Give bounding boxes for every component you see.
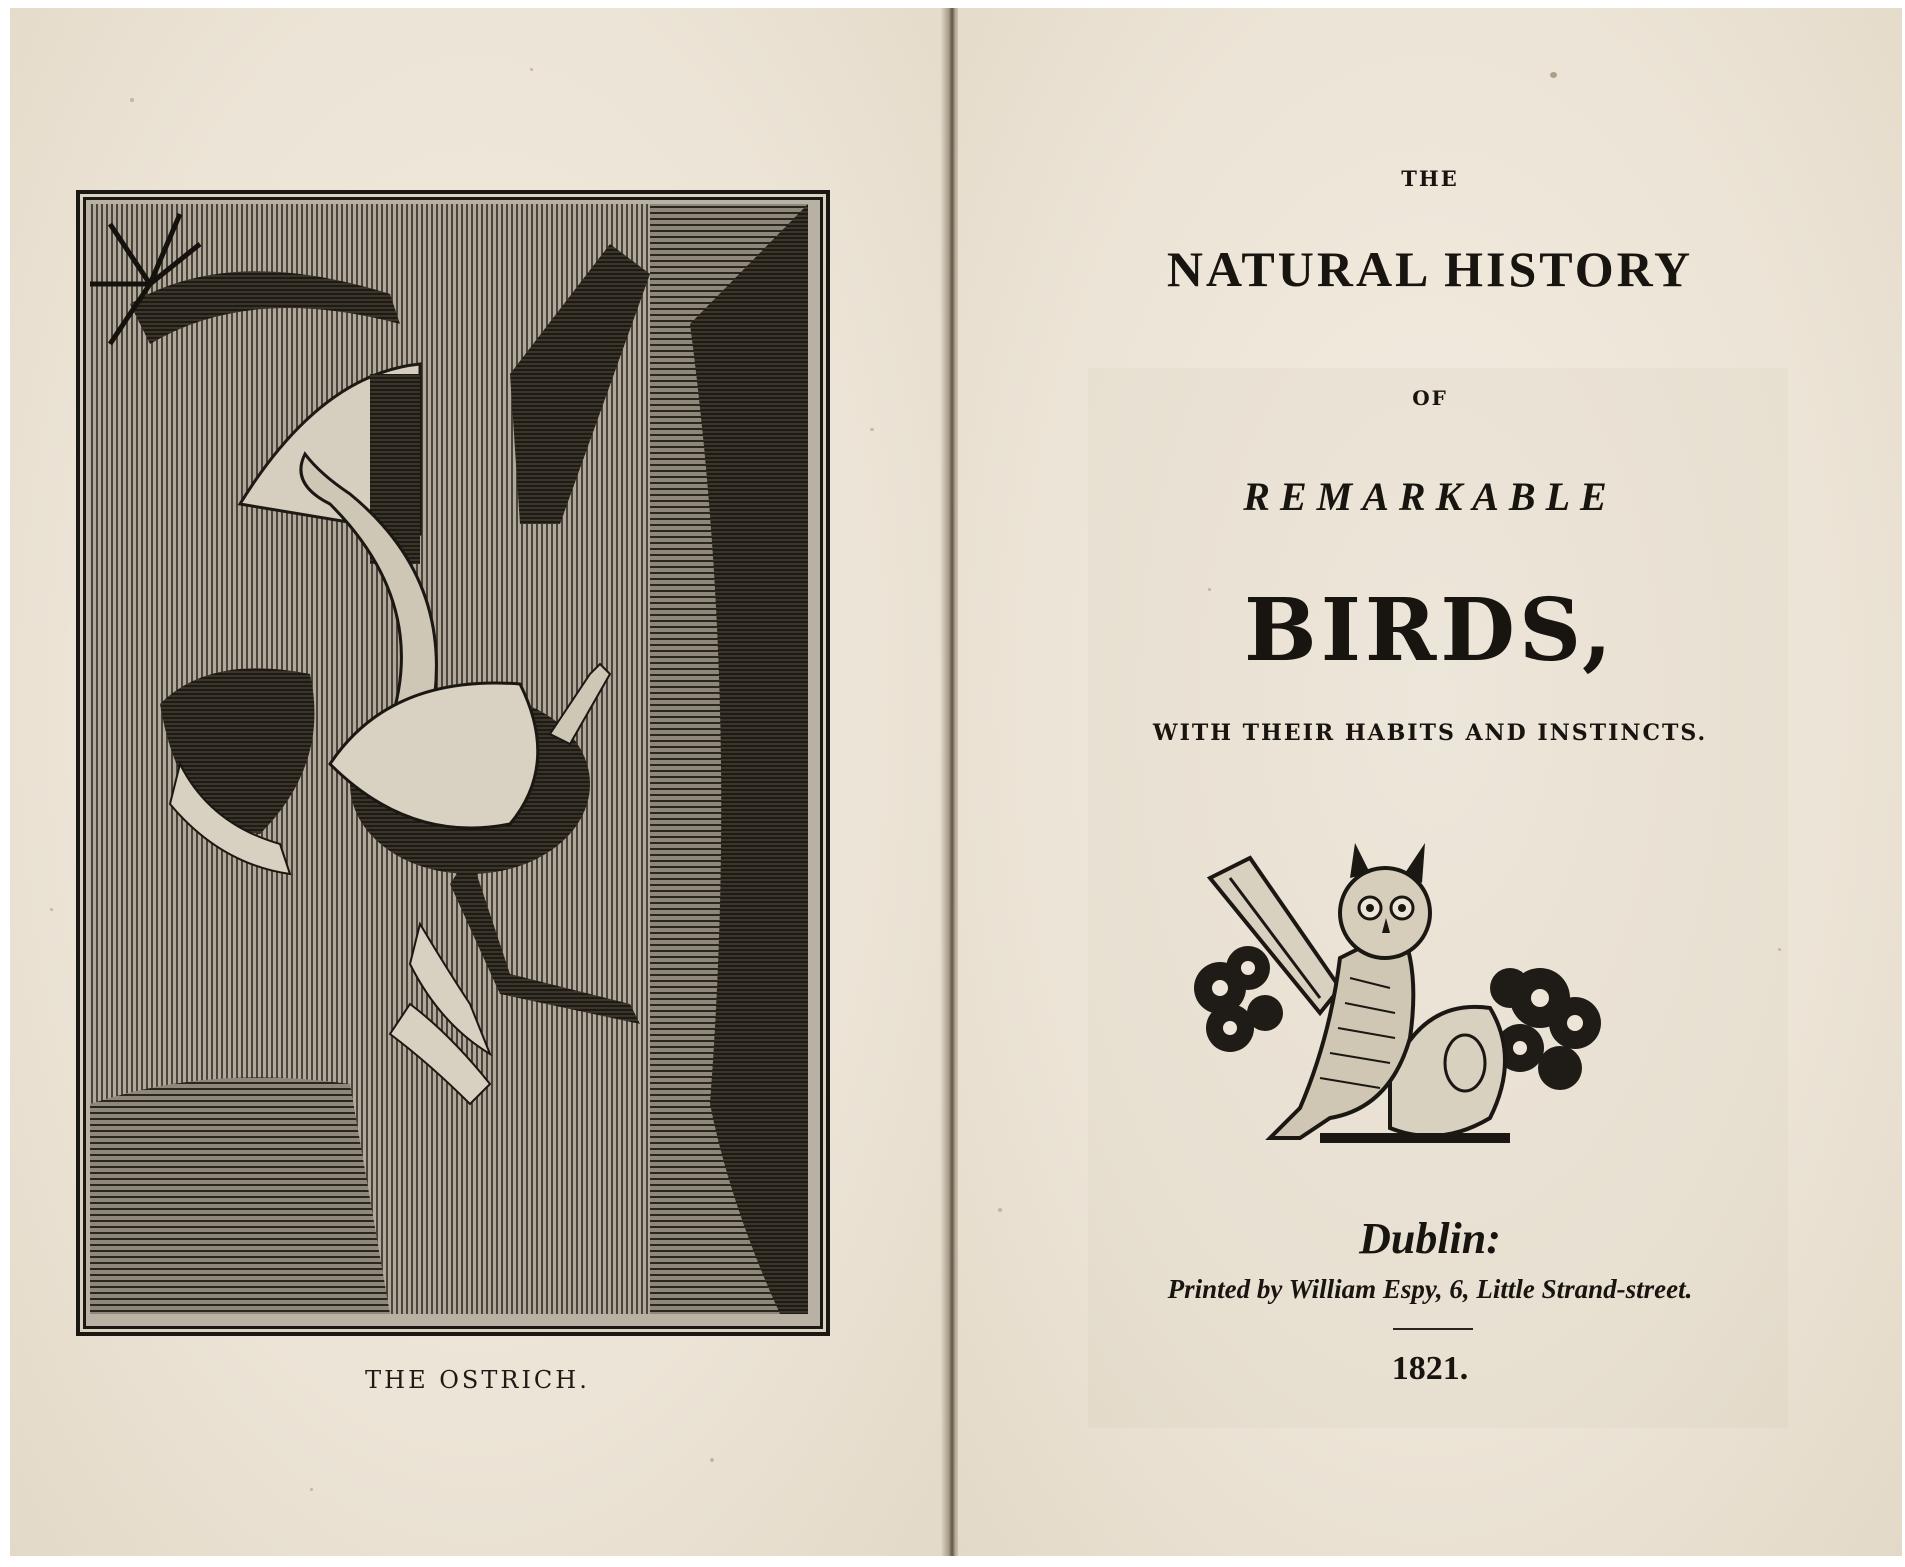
- imprint-printer: Printed by William Espy, 6, Little Strand-street.: [1167, 1274, 1693, 1304]
- title-natural-history: NATURAL HISTORY: [1166, 241, 1694, 297]
- ostrich-woodcut-image: [90, 204, 808, 1314]
- frontispiece-page: [10, 8, 945, 1556]
- book-spread: [10, 8, 1902, 1556]
- imprint-year: 1821.: [1391, 1350, 1469, 1387]
- title-the: THE: [1401, 166, 1459, 191]
- owl-vignette: [1190, 838, 1610, 1168]
- imprint-place: Dublin:: [1359, 1214, 1501, 1263]
- title-of: OF: [1412, 386, 1448, 410]
- title-birds: BIRDS,: [1244, 580, 1616, 681]
- subtitle: WITH THEIR HABITS AND INSTINCTS.: [1152, 720, 1708, 746]
- ostrich-woodcut: [76, 190, 830, 1336]
- title-remarkable: REMARKABLE: [1243, 474, 1617, 519]
- plate-caption: THE OSTRICH.: [365, 1366, 590, 1394]
- imprint-rule: [1393, 1328, 1473, 1330]
- title-page: [958, 8, 1902, 1556]
